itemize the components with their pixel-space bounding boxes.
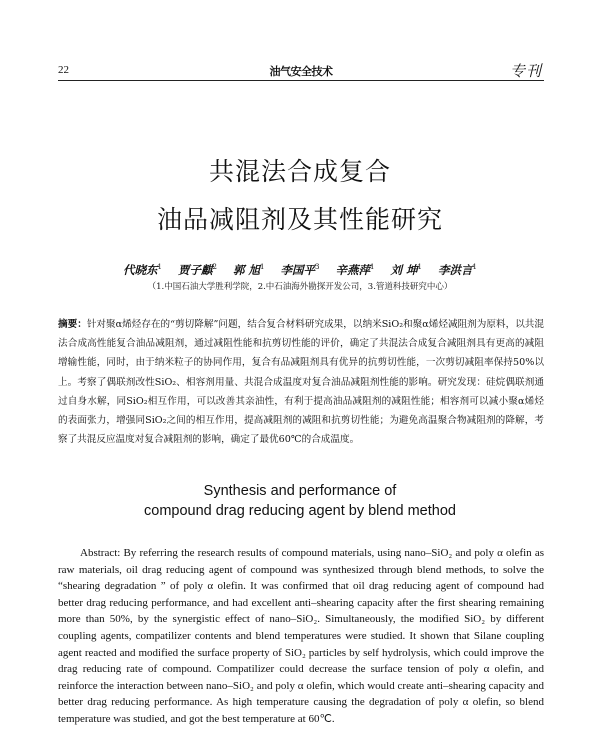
title-en-line2: compound drag reducing agent by blend method [144,503,456,519]
author: 刘 坤$^1$ [390,263,422,277]
section-label: 专刊 [509,62,542,80]
title-en-line1: Synthesis and performance of [203,483,397,499]
author: 郭 旭$^1$ [233,263,265,277]
author: 李洪言$^1$ [437,263,477,277]
abstract-en: Abstract: By referring the research results of compound materials, using nano–SiO₂ and poly α olefin as raw materials, oil drag reducing agent of compound was synthesized through blend methods, to solve the “shearing degradation ” of poly α olefin. It was confirmed that oil drag reducing agent of compound had better drag reducing performance, and had excellent anti–shearing capacity after the first shearing remaining more than 50%, by the synergistic effect of nano–SiO₂. Simultaneously, the modified SiO₂ by different coupling agents, compatilizer contents and blend temperatures were studied. It shown that Silane coupling agent reacted and modified the surface property of SiO₂ particles by self hydrolysis, which could improve the drag reducing rate of compound. Compatilizer could decrease the surface tension of poly α olefin, and reinforce the interaction between nano–SiO₂ and poly α olefin, which would create anti–shearing capacity and better drag reducing performance. As high temperature causing the degradation of poly α olefin, so blend temperature was studied, and got the best temperature at 60℃. [58,547,544,725]
abstract-cn [58,315,544,449]
affiliation: （1.中国石油大学胜利学院，2.中石油海外勘探开发公司，3.管道科技研究中心） [147,282,453,292]
author-list [0,262,600,278]
journal-name: 油气安全技术 [269,65,333,78]
page-header [58,62,544,82]
author: 代晓东$^1$ [123,263,163,277]
author: 贾子麒$^2$ [178,263,217,277]
author: 辛燕萍$^1$ [335,263,375,277]
title-cn-line1: 共混法合成复合 [208,157,391,186]
header-rule [58,80,544,81]
title-cn-line2: 油品减阻剂及其性能研究 [156,205,443,234]
abstract-cn-label: 摘要： [58,319,87,330]
page-number: 22 [58,64,69,76]
abstract-cn-text: 针对聚α烯烃存在的“剪切降解”问题，结合复合材料研究成果，以纳米SiO₂和聚α烯烃减阻剂为原料，以共混法合成高性能复合油品减阻剂，通过减阻性能和抗剪切性能的评价，确定了共混法合成复合减阻剂具有更高的减阻增输性能，同时，由于纳米粒子的协同作用，复合有品减阻剂具有优异的抗剪切性能，一次剪切减阻率保持50%以上。考察了偶联剂改性SiO₂、相容剂用量、共混合成温度对复合油品减阻剂性能的影响。研究发现：硅烷偶联剂通过自身水解，同SiO₂相互作用，可以改善其亲油性，有利于提高油品减阻剂的减阻性能；相容剂可以减小聚α烯烃的表面张力，增强同SiO₂之间的相互作用，提高减阻剂的减阻和抗剪切性能；为避免高温聚合物减阻剂的降解，考察了共混反应温度对复合减阻剂的影响，确定了最优60℃的合成温度。 [58,319,545,446]
author: 李国平$^3$ [280,263,320,277]
